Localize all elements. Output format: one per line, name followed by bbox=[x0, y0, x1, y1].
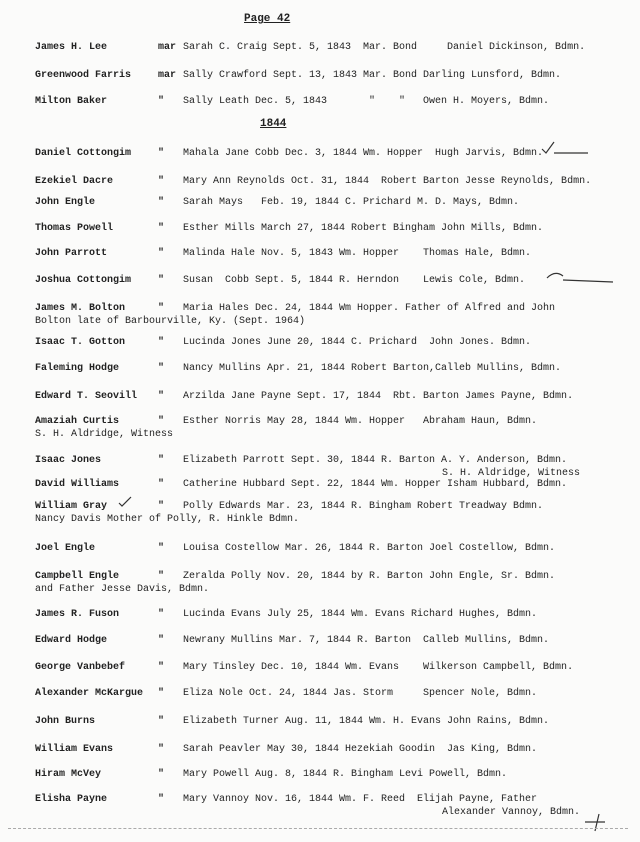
entry-detail: Catherine Hubbard Sept. 22, 1844 Wm. Hopper Isham Hubbard, Bdmn. bbox=[183, 479, 568, 490]
groom-name: John Burns bbox=[35, 716, 96, 727]
entry-detail: Sally Leath Dec. 5, 1843 " " Owen H. Moyers, Bdmn. bbox=[183, 96, 550, 107]
witness-line: Alexander Vannoy, Bdmn. bbox=[441, 807, 580, 818]
ditto-mark: " bbox=[158, 769, 165, 780]
groom-name: Faleming Hodge bbox=[35, 363, 120, 374]
ditto-mark: " bbox=[158, 716, 165, 727]
continuation-line: Bolton late of Barbourville, Ky. (Sept. 1964) bbox=[35, 316, 306, 327]
ditto-mark: " bbox=[158, 391, 165, 402]
ditto-mark: " bbox=[158, 794, 165, 805]
groom-name: Alexander McKargue bbox=[35, 688, 144, 699]
groom-name: Elisha Payne bbox=[35, 794, 108, 805]
entry-detail: Mary Vannoy Nov. 16, 1844 Wm. F. Reed Elijah Payne, Father bbox=[183, 794, 538, 805]
entry-detail: Sarah Mays Feb. 19, 1844 C. Prichard M. D. Mays, Bdmn. bbox=[183, 197, 520, 208]
entry-detail: Lucinda Jones June 20, 1844 C. Prichard John Jones. Bdmn. bbox=[183, 337, 532, 348]
ditto-mark: " bbox=[158, 662, 165, 673]
groom-name: William Gray bbox=[35, 501, 108, 512]
entry-detail: Zeralda Polly Nov. 20, 1844 by R. Barton John Engle, Sr. Bdmn. bbox=[183, 571, 556, 582]
ditto-mark: " bbox=[158, 176, 165, 187]
entry-detail: Eliza Nole Oct. 24, 1844 Jas. Storm Spencer Nole, Bdmn. bbox=[183, 688, 538, 699]
entry-detail: Elizabeth Turner Aug. 11, 1844 Wm. H. Evans John Rains, Bdmn. bbox=[183, 716, 550, 727]
groom-name: Milton Baker bbox=[35, 96, 108, 107]
groom-name: Isaac T. Gotton bbox=[35, 337, 126, 348]
ditto-mark: " bbox=[158, 479, 165, 490]
groom-name: Thomas Powell bbox=[35, 223, 114, 234]
groom-name: William Evans bbox=[35, 744, 114, 755]
groom-name: John Engle bbox=[35, 197, 96, 208]
groom-name: Joel Engle bbox=[35, 543, 96, 554]
entry-detail: Nancy Mullins Apr. 21, 1844 Robert Barton,Calleb Mullins, Bdmn. bbox=[183, 363, 562, 374]
entry-detail: Louisa Costellow Mar. 26, 1844 R. Barton Joel Costellow, Bdmn. bbox=[183, 543, 556, 554]
ditto-mark: " bbox=[158, 501, 165, 512]
entry-detail: Sally Crawford Sept. 13, 1843 Mar. Bond Darling Lunsford, Bdmn. bbox=[183, 70, 562, 81]
groom-name: Edward T. Seovill bbox=[35, 391, 138, 402]
continuation-line: and Father Jesse Davis, Bdmn. bbox=[35, 584, 210, 595]
ditto-mark: " bbox=[158, 571, 165, 582]
groom-name: James M. Bolton bbox=[35, 303, 126, 314]
ditto-mark: " bbox=[158, 744, 165, 755]
ditto-mark: " bbox=[158, 197, 165, 208]
entry-detail: Maria Hales Dec. 24, 1844 Wm Hopper. Father of Alfred and John bbox=[183, 303, 556, 314]
ditto-mark: " bbox=[158, 248, 165, 259]
year-heading: 1844 bbox=[260, 118, 287, 130]
cross-mark-icon bbox=[583, 812, 607, 832]
entry-detail: Elizabeth Parrott Sept. 30, 1844 R. Barton A. Y. Anderson, Bdmn. bbox=[183, 455, 568, 466]
entry-detail: Lucinda Evans July 25, 1844 Wm. Evans Richard Hughes, Bdmn. bbox=[183, 609, 538, 620]
groom-name: Ezekiel Dacre bbox=[35, 176, 114, 187]
entry-detail: Arzilda Jane Payne Sept. 17, 1844 Rbt. Barton James Payne, Bdmn. bbox=[183, 391, 574, 402]
ditto-mark: " bbox=[158, 96, 165, 107]
continuation-line: S. H. Aldridge, Witness bbox=[35, 429, 174, 440]
ditto-mark: mar bbox=[158, 42, 177, 53]
groom-name: James R. Fuson bbox=[35, 609, 120, 620]
groom-name: George Vanbebef bbox=[35, 662, 126, 673]
groom-name: James H. Lee bbox=[35, 42, 108, 53]
page-title: Page 42 bbox=[244, 13, 291, 25]
ditto-mark: " bbox=[158, 363, 165, 374]
groom-name: Greenwood Farris bbox=[35, 70, 132, 81]
groom-name: Isaac Jones bbox=[35, 455, 102, 466]
ditto-mark: " bbox=[158, 223, 165, 234]
entry-detail: Esther Norris May 28, 1844 Wm. Hopper Abraham Haun, Bdmn. bbox=[183, 416, 538, 427]
groom-name: Daniel Cottongim bbox=[35, 148, 132, 159]
entry-detail: Susan Cobb Sept. 5, 1844 R. Herndon Lewis Cole, Bdmn. bbox=[183, 275, 526, 286]
ditto-mark: mar bbox=[158, 70, 177, 81]
groom-name: Campbell Engle bbox=[35, 571, 120, 582]
ditto-mark: " bbox=[158, 148, 165, 159]
ditto-mark: " bbox=[158, 303, 165, 314]
groom-name: Amaziah Curtis bbox=[35, 416, 120, 427]
ditto-mark: " bbox=[158, 275, 165, 286]
check-mark-icon bbox=[540, 140, 590, 156]
entry-detail: Mahala Jane Cobb Dec. 3, 1844 Wm. Hopper Hugh Jarvis, Bdmn. bbox=[183, 148, 544, 159]
ditto-mark: " bbox=[158, 337, 165, 348]
ditto-mark: " bbox=[158, 416, 165, 427]
entry-detail: Sarah C. Craig Sept. 5, 1843 Mar. Bond Daniel Dickinson, Bdmn. bbox=[183, 42, 586, 53]
entry-detail: Newrany Mullins Mar. 7, 1844 R. Barton Calleb Mullins, Bdmn. bbox=[183, 635, 550, 646]
entry-detail: Malinda Hale Nov. 5, 1843 Wm. Hopper Thomas Hale, Bdmn. bbox=[183, 248, 532, 259]
groom-name: Joshua Cottongim bbox=[35, 275, 132, 286]
check-mark-icon bbox=[545, 268, 615, 284]
continuation-line: Nancy Davis Mother of Polly, R. Hinkle Bdmn. bbox=[35, 514, 300, 525]
entry-detail: Mary Tinsley Dec. 10, 1844 Wm. Evans Wilkerson Campbell, Bdmn. bbox=[183, 662, 574, 673]
page-edge-line bbox=[8, 828, 628, 829]
entry-detail: Polly Edwards Mar. 23, 1844 R. Bingham Robert Treadway Bdmn. bbox=[183, 501, 544, 512]
groom-name: John Parrott bbox=[35, 248, 108, 259]
groom-name: Edward Hodge bbox=[35, 635, 108, 646]
ditto-mark: " bbox=[158, 635, 165, 646]
entry-detail: Sarah Peavler May 30, 1844 Hezekiah Goodin Jas King, Bdmn. bbox=[183, 744, 538, 755]
ditto-mark: " bbox=[158, 688, 165, 699]
groom-name: David Williams bbox=[35, 479, 120, 490]
ditto-mark: " bbox=[158, 609, 165, 620]
witness-line: S. H. Aldridge, Witness bbox=[441, 468, 580, 479]
ditto-mark: " bbox=[158, 543, 165, 554]
entry-detail: Esther Mills March 27, 1844 Robert Bingham John Mills, Bdmn. bbox=[183, 223, 544, 234]
groom-name: Hiram McVey bbox=[35, 769, 102, 780]
check-mark-icon bbox=[118, 496, 132, 508]
ditto-mark: " bbox=[158, 455, 165, 466]
entry-detail: Mary Powell Aug. 8, 1844 R. Bingham Levi Powell, Bdmn. bbox=[183, 769, 508, 780]
entry-detail: Mary Ann Reynolds Oct. 31, 1844 Robert Barton Jesse Reynolds, Bdmn. bbox=[183, 176, 592, 187]
